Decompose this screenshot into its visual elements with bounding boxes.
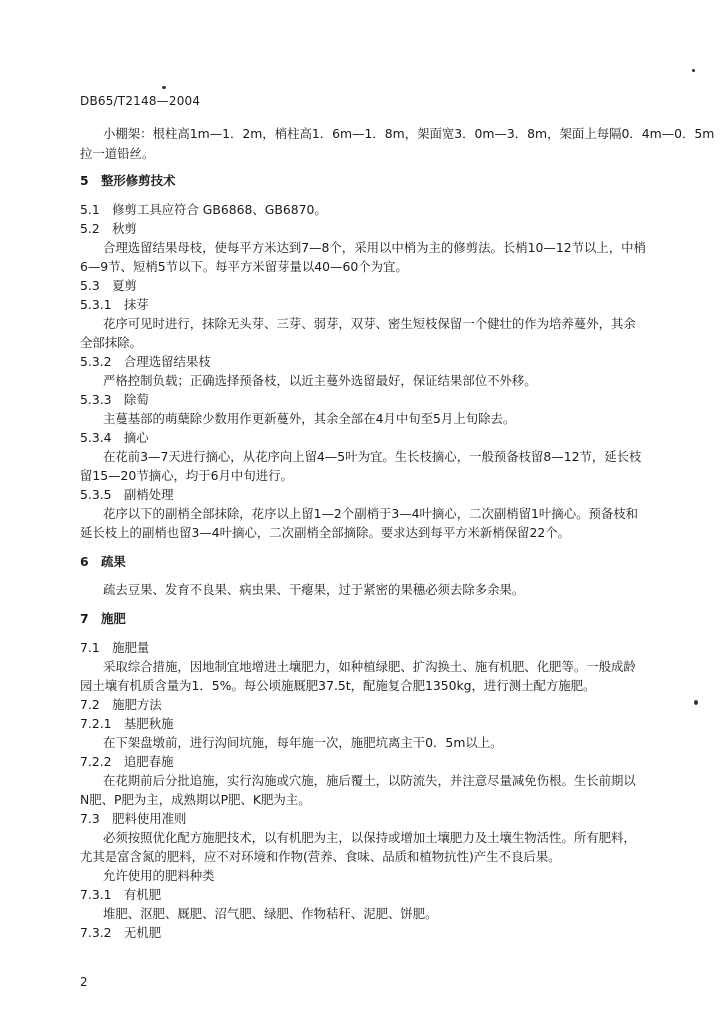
clause-heading: 5.1 修剪工具应符合 GB6868、GB6870。 <box>80 202 327 217</box>
clause-heading: 5.3 夏剪 <box>80 278 137 293</box>
page-number: 2 <box>80 975 88 989</box>
paragraph-line: 允许使用的肥料种类 <box>103 868 215 883</box>
paragraph-line: 延长枝上的副梢也留3—4叶摘心，二次副梢全部摘除。要求达到每平方米新梢保留22个。 <box>80 525 570 540</box>
section-heading: 6 疏果 <box>80 554 126 569</box>
clause-heading: 7.2.2 追肥春施 <box>80 754 174 769</box>
clause-heading: 7.3.1 有机肥 <box>80 887 162 902</box>
clause-heading: 7.1 施肥量 <box>80 640 150 655</box>
clause-heading: 7.3.2 无机肥 <box>80 925 162 940</box>
clause-heading: 5.3.3 除萄 <box>80 392 149 407</box>
clause-heading: 5.2 秋剪 <box>80 221 137 236</box>
clause-heading: 7.2.1 基肥秋施 <box>80 716 174 731</box>
paragraph-line: 在花期前后分批追施，实行沟施或穴施，施后覆土，以防流失，并注意尽量减免伤根。生长前期以 <box>103 773 636 788</box>
paragraph-line: 堆肥、沤肥、厩肥、沼气肥、绿肥、作物秸秆、泥肥、饼肥。 <box>103 906 438 921</box>
section-heading: 5 整形修剪技术 <box>80 173 176 188</box>
paragraph-line: 拉一道铅丝。 <box>80 146 155 161</box>
paragraph-line: 尤其是富含氮的肥料，应不对环境和作物(营养、食味、品质和植物抗性)产生不良后果。 <box>80 849 561 864</box>
paragraph-line: 花序可见时进行，抹除无头芽、三芽、弱芽，双芽、密生短枝保留一个健壮的作为培养蔓外，其余 <box>103 316 636 331</box>
paragraph-line: 6—9节、短梢5节以下。每平方米留芽量以40—60个为宜。 <box>80 259 408 274</box>
clause-heading: 7.3 肥料使用准则 <box>80 811 187 826</box>
paragraph-line: 采取综合措施，因地制宜地增进土壤肥力，如种植绿肥、扩沟换土、施有机肥、化肥等。一般成龄 <box>103 659 636 674</box>
paragraph-line: 必须按照优化配方施肥技术，以有机肥为主，以保持或增加土壤肥力及土壤生物活性。所有肥料， <box>103 830 636 845</box>
scan-speck <box>162 86 166 89</box>
paragraph-line: 园土壤有机质含量为1．5%。每公顷施厩肥37.5t，配施复合肥1350kg，进行测土配方施肥。 <box>80 678 596 693</box>
document-id: DB65/T2148—2004 <box>80 94 201 108</box>
paragraph-line: 小棚架：根柱高1m—1．2m，梢柱高1．6m—1．8m，架面宽3．0m—3．8m，架面上每隔0．4m—0．5m <box>103 126 715 141</box>
clause-heading: 5.3.2 合理选留结果枝 <box>80 354 211 369</box>
paragraph-line: 全部抹除。 <box>80 335 142 350</box>
clause-heading: 5.3.5 副梢处理 <box>80 487 174 502</box>
paragraph-line: 疏去豆果、发育不良果、病虫果、干瘪果，过于紧密的果穗必须去除多余果。 <box>103 582 525 597</box>
paragraph-line: 主蔓基部的萌蘖除少数用作更新蔓外，其余全部在4月中旬至5月上旬除去。 <box>103 411 516 426</box>
paragraph-line: 在下架盘墩前，进行沟间坑施，每年施一次，施肥坑离主干0．5m以上。 <box>103 735 503 750</box>
scan-speck <box>692 69 695 72</box>
clause-heading: 5.3.1 抹芽 <box>80 297 149 312</box>
paragraph-line: 在花前3—7天进行摘心，从花序向上留4—5叶为宜。生长枝摘心，一般预备枝留8—12节，延长枝 <box>103 449 642 464</box>
clause-heading: 7.2 施肥方法 <box>80 697 162 712</box>
paragraph-line: 合理选留结果母枝，使每平方米达到7—8个，采用以中梢为主的修剪法。长梢10—12节以上，中梢 <box>103 240 646 255</box>
paragraph-line: N肥、P肥为主，成熟期以P肥、K肥为主。 <box>80 792 311 807</box>
clause-heading: 5.3.4 摘心 <box>80 430 149 445</box>
section-heading: 7 施肥 <box>80 611 126 626</box>
paragraph-line: 严格控制负载；正确选择预备枝，以近主蔓外选留最好，保证结果部位不外移。 <box>103 373 537 388</box>
scan-speck <box>694 700 698 705</box>
paragraph-line: 花序以下的副梢全部抹除，花序以上留1—2个副梢于3—4叶摘心，二次副梢留1叶摘心。预备枝和 <box>103 506 639 521</box>
paragraph-line: 留15—20节摘心，均于6月中旬进行。 <box>80 468 293 483</box>
